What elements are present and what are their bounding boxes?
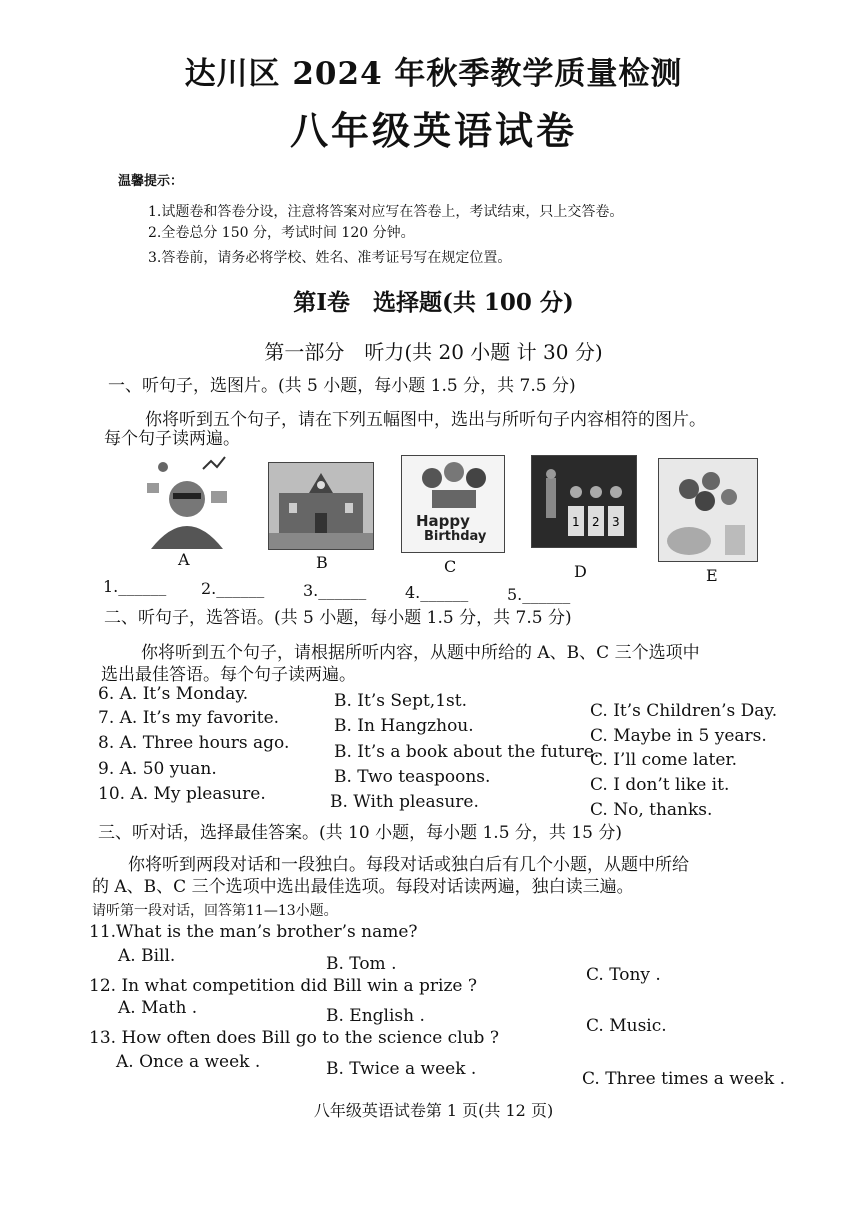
- page-footer: 八年级英语试卷第 1 页(共 12 页): [313, 1101, 554, 1120]
- part-title: 第一部分 听力(共 20 小题 计 30 分): [264, 340, 603, 364]
- option-c: C. I’ll come later.: [590, 750, 738, 770]
- option-c: C. It’s Children’s Day.: [590, 701, 778, 721]
- exam-title: 达川区 2024 年秋季教学质量检测: [184, 56, 683, 92]
- answer-blank: 2.______: [201, 579, 265, 598]
- option-c: C. Three times a week .: [582, 1069, 786, 1089]
- option-a: 6. A. It’s Monday.: [98, 684, 249, 704]
- svg-text:2: 2: [592, 515, 600, 529]
- answer-blank: 1.______: [103, 577, 167, 596]
- birthday-text: Birthday: [424, 529, 487, 544]
- option-a: A. Once a week .: [116, 1052, 261, 1072]
- option-b: B. In Hangzhou.: [334, 716, 474, 736]
- answer-blank: 4.______: [405, 583, 469, 602]
- tip-item: 2.全卷总分 150 分，考试时间 120 分钟。: [148, 225, 415, 241]
- section3-heading: 三、听对话，选择最佳答案。(共 10 小题，每小题 1.5 分，共 15 分): [98, 823, 622, 843]
- tips-heading: 温馨提示：: [118, 174, 184, 189]
- option-a: 7. A. It’s my favorite.: [98, 708, 280, 728]
- exam-subtitle: 八年级英语试卷: [289, 108, 577, 153]
- option-a: A. Math .: [118, 998, 198, 1018]
- option-c: C. Music.: [586, 1016, 667, 1036]
- section3-instruction: 你将听到两段对话和一段独白。每段对话或独白后有几个小题，从题中所给: [128, 855, 689, 875]
- tip-item: 1.试题卷和答卷分设，注意将答案对应写在答卷上，考试结束，只上交答卷。: [148, 204, 624, 220]
- picture-d: [531, 455, 637, 548]
- picture-a: [140, 452, 234, 550]
- svg-text:3: 3: [612, 515, 620, 529]
- section2-instruction: 选出最佳答语。每个句子读两遍。: [101, 665, 356, 685]
- section3-instruction: 的 A、B、C 三个选项中选出最佳选项。每段对话读两遍，独白读三遍。: [92, 877, 634, 897]
- option-c: C. No, thanks.: [590, 800, 713, 820]
- student-thinking-icon: [141, 453, 233, 549]
- option-c: C. Maybe in 5 years.: [590, 726, 767, 746]
- answer-blank: 3.______: [303, 581, 367, 600]
- birthday-text: Happy: [416, 512, 470, 530]
- section2-heading: 二、听句子，选答语。(共 5 小题，每小题 1.5 分，共 7.5 分): [104, 608, 572, 628]
- section1-heading: 一、听句子，选图片。(共 5 小题，每小题 1.5 分，共 7.5 分): [108, 376, 576, 396]
- cookies-food-icon: [659, 459, 757, 561]
- question-text: 12. In what competition did Bill win a prize ?: [89, 976, 477, 996]
- question-text: 13. How often does Bill go to the science club ?: [89, 1028, 499, 1048]
- option-b: B. Twice a week .: [326, 1059, 477, 1079]
- option-b: B. It’s Sept,1st.: [334, 691, 467, 711]
- picture-e: [658, 458, 758, 562]
- option-b: B. Tom .: [326, 954, 397, 974]
- option-a: A. Bill.: [118, 946, 176, 966]
- option-a: 10. A. My pleasure.: [98, 784, 266, 804]
- picture-d-label: D: [574, 562, 587, 581]
- option-b: B. It’s a book about the future.: [334, 742, 600, 762]
- option-a: 9. A. 50 yuan.: [98, 759, 217, 779]
- quiz-competition-icon: [532, 456, 636, 547]
- section1-instruction: 每个句子读两遍。: [104, 429, 240, 449]
- picture-c-label: C: [444, 557, 457, 576]
- section1-instruction: 你将听到五个句子，请在下列五幅图中，选出与所听句子内容相符的图片。: [145, 410, 706, 430]
- option-b: B. English .: [326, 1006, 425, 1026]
- section2-instruction: 你将听到五个句子，请根据所听内容，从题中所给的 A、B、C 三个选项中: [141, 643, 700, 663]
- question-text: 11.What is the man’s brother’s name?: [89, 922, 418, 942]
- picture-b: [268, 462, 374, 550]
- option-b: B. With pleasure.: [330, 792, 479, 812]
- section3-sub-instruction: 请听第一段对话，回答第11—13小题。: [92, 903, 338, 919]
- picture-e-label: E: [706, 566, 718, 585]
- option-c: C. I don’t like it.: [590, 775, 730, 795]
- option-b: B. Two teaspoons.: [334, 767, 491, 787]
- school-building-icon: [269, 463, 373, 549]
- volume-title: 第Ⅰ卷 选择题(共 100 分): [293, 289, 574, 316]
- picture-b-label: B: [316, 553, 328, 572]
- tip-item: 3.答卷前，请务必将学校、姓名、准考证号写在规定位置。: [148, 250, 512, 266]
- svg-text:1: 1: [572, 515, 580, 529]
- picture-a-label: A: [178, 550, 190, 569]
- option-c: C. Tony .: [586, 965, 661, 985]
- option-a: 8. A. Three hours ago.: [98, 733, 290, 753]
- answer-blank: 5.______: [507, 585, 571, 604]
- picture-c: [401, 455, 505, 553]
